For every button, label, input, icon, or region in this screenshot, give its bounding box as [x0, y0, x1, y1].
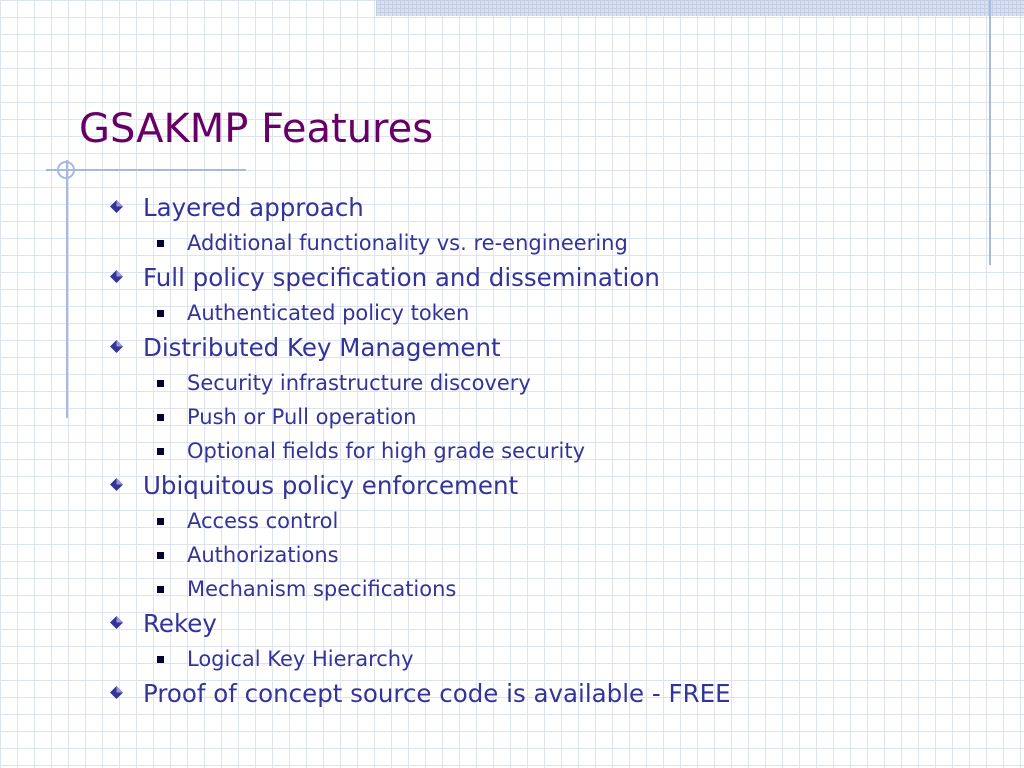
- sub-bullet-item: [106, 226, 986, 260]
- bullet-text: Rekey: [143, 609, 217, 638]
- sub-bullet-item: [106, 434, 986, 468]
- bullet-text: Layered approach: [143, 193, 364, 222]
- bullet-item: [106, 606, 986, 642]
- square-bullet-icon: [157, 448, 164, 455]
- square-bullet-icon: [157, 552, 164, 559]
- diamond-bullet-icon: [110, 270, 123, 283]
- square-bullet-icon: [157, 586, 164, 593]
- sub-bullet-text: Access control: [187, 509, 339, 533]
- sub-bullet-text: Mechanism specifications: [187, 577, 457, 601]
- sub-bullet-text: Logical Key Hierarchy: [187, 647, 414, 671]
- sub-bullet-item: [106, 400, 986, 434]
- left-decoration-line: [66, 160, 68, 418]
- bullet-text: Proof of concept source code is available - FREE: [143, 679, 731, 708]
- bullet-item: [106, 330, 986, 366]
- square-bullet-icon: [157, 380, 164, 387]
- sub-bullet-item: [106, 572, 986, 606]
- square-bullet-icon: [157, 656, 164, 663]
- sub-bullet-item: [106, 296, 986, 330]
- square-bullet-icon: [157, 518, 164, 525]
- sub-bullet-text: Security infrastructure discovery: [187, 371, 531, 395]
- sub-bullet-item: [106, 538, 986, 572]
- slide-title: GSAKMP Features: [79, 106, 434, 152]
- title-ornament-circle: [57, 161, 75, 179]
- sub-bullet-text: Optional fields for high grade security: [187, 439, 586, 463]
- bullet-item: [106, 676, 986, 712]
- sub-bullet-text: Additional functionality vs. re-engineering: [187, 231, 628, 255]
- bullet-item: [106, 468, 986, 504]
- bullet-item: [106, 190, 986, 226]
- square-bullet-icon: [157, 414, 164, 421]
- square-bullet-icon: [157, 240, 164, 247]
- sub-bullet-text: Authenticated policy token: [187, 301, 470, 325]
- diamond-bullet-icon: [110, 340, 123, 353]
- bullet-item: [106, 260, 986, 296]
- bullet-text: Distributed Key Management: [143, 333, 501, 362]
- diamond-bullet-icon: [110, 686, 123, 699]
- sub-bullet-text: Push or Pull operation: [187, 405, 417, 429]
- square-bullet-icon: [157, 310, 164, 317]
- header-decoration-band: [376, 0, 1024, 16]
- diamond-bullet-icon: [110, 478, 123, 491]
- diamond-bullet-icon: [110, 200, 123, 213]
- title-underline: [46, 169, 246, 171]
- diamond-bullet-icon: [110, 616, 123, 629]
- bullet-text: Ubiquitous policy enforcement: [143, 471, 519, 500]
- sub-bullet-text: Authorizations: [187, 543, 339, 567]
- bullet-text: Full policy specification and dissemination: [143, 263, 660, 292]
- bullet-list: [106, 190, 986, 712]
- sub-bullet-item: [106, 642, 986, 676]
- right-decoration-line: [989, 0, 991, 265]
- sub-bullet-item: [106, 504, 986, 538]
- sub-bullet-item: [106, 366, 986, 400]
